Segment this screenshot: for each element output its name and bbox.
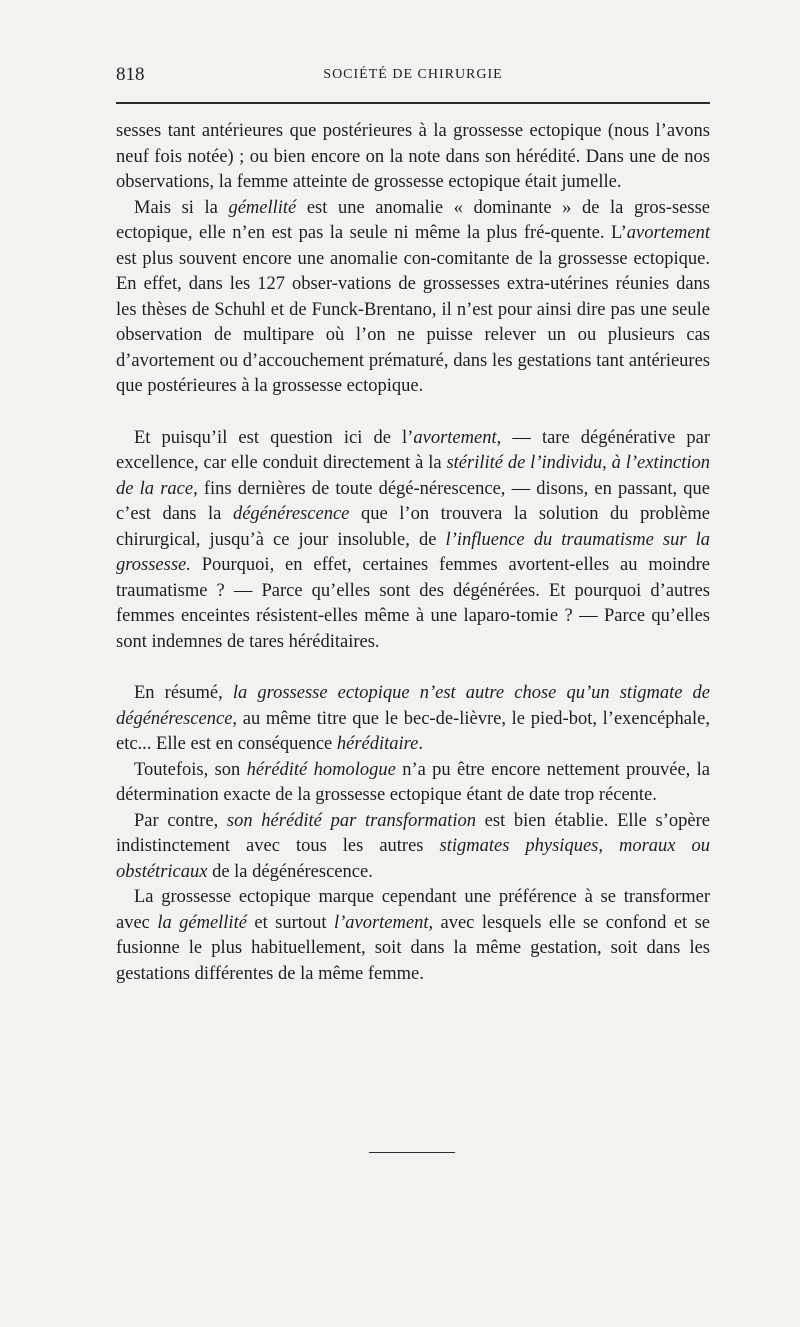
paragraph-5 <box>116 758 710 809</box>
italic-run: l’avortement <box>333 912 429 933</box>
italic-run: avortement <box>626 223 710 243</box>
text-run: , avec lesquels elle se confond et se fusionne le plus habituellement, soit dans la même gestation, soit dans les gestations différentes de la même femme. <box>116 912 711 984</box>
running-title: SOCIÉTÉ DE CHIRURGIE <box>323 67 503 82</box>
paragraph-2 <box>116 196 710 400</box>
paragraph-6 <box>116 809 710 886</box>
running-header <box>116 64 710 88</box>
italic-run: stigmates physiques, moraux ou obstétricaux <box>116 836 710 882</box>
italic-run: gémellité <box>228 197 297 218</box>
paragraph-7 <box>116 885 710 987</box>
text-run: . <box>418 734 424 754</box>
body-text <box>116 119 710 987</box>
italic-run: à l’extinction de la race <box>116 453 710 499</box>
end-rule <box>369 1152 455 1153</box>
italic-run: l’influence du traumatisme sur la grossesse. <box>116 529 710 575</box>
text-run: Pourquoi, en effet, certaines femmes avortent-elles au moindre traumatisme ? — Parce qu’elles sont des dégénérées. Et pourquoi d’autres femmes enceintes résistent-elles même à une laparo-tomie ? — Parce qu’elles sont indemnes de tares héréditaires. <box>116 555 710 652</box>
italic-run: la grossesse ectopique n’est autre chose qu’un stigmate de dégénérescence <box>116 683 710 729</box>
italic-run: son hérédité par transformation <box>226 810 476 831</box>
page-number: 818 <box>116 64 145 85</box>
text-run: Mais si la <box>134 197 229 218</box>
header-rule <box>116 102 710 104</box>
italic-run: hérédité homologue <box>246 759 396 780</box>
text-run: , <box>602 453 612 473</box>
text-run: Toutefois, son <box>134 759 247 780</box>
text-run: est une anomalie « dominante » de la gros-sesse ectopique, elle n’en est pas la seule ni même la plus fré-quente. L’ <box>116 197 710 243</box>
text-run: La grossesse ectopique marque cependant une préférence à se transformer avec <box>116 887 710 933</box>
text-run: est plus souvent encore une anomalie con-comitante de la grossesse ectopique. En effet, dans les 127 obser-vations de grossesses extra-utérines réunies dans les thèses de Schuhl et de Funck-Brentano, il n’est pour ainsi dire pas une seule observation de multipare où l’on ne puisse relever un ou plusieurs cas d’avortement ou d’accouchement prématuré, dans les gestations tant antérieures que postérieures à la grossesse ectopique. <box>116 248 710 396</box>
text-run: , fins dernières de toute dégé-nérescence, — disons, en passant, que c’est dans la <box>116 478 710 524</box>
text-run: sesses tant antérieures que postérieures à la grossesse ectopique (nous l’avons neuf fois notée) ; ou bien encore on la note dans son hérédité. Dans une de nos observations, la femme atteinte de grossesse ectopique était jumelle. <box>116 121 710 192</box>
paragraph-3 <box>116 426 710 656</box>
text-run: que l’on trouvera la solution du problème chirurgical, jusqu’à ce jour insoluble, de <box>116 504 710 550</box>
text-run: En résumé, <box>134 683 233 703</box>
text-run: et surtout <box>246 912 334 933</box>
paragraph-4 <box>116 681 710 758</box>
text-run: , — tare dégénérative par excellence, car elle conduit directement à la <box>116 427 711 473</box>
text-run: n’a pu être encore nettement prouvée, la détermination exacte de la grossesse ectopique étant de date trop récente. <box>116 759 710 805</box>
italic-run: avortement <box>413 427 497 448</box>
italic-run: dégénérescence <box>232 504 350 524</box>
text-run: Et puisqu’il est question ici de l’ <box>134 427 414 448</box>
text-run: est bien établie. Elle s’opère indistinctement avec tous les autres <box>116 810 710 856</box>
italic-run: la gémellité <box>157 912 247 933</box>
italic-run: stérilité de l’individu <box>446 453 603 473</box>
paragraph-1 <box>116 119 710 196</box>
text-run: Par contre, <box>134 810 227 831</box>
italic-run: héréditaire <box>336 734 419 754</box>
text-run: , au même titre que le bec-de-lièvre, le pied-bot, l’exencéphale, etc... Elle est en conséquence <box>116 708 710 754</box>
text-run: de la dégénérescence. <box>207 861 373 882</box>
